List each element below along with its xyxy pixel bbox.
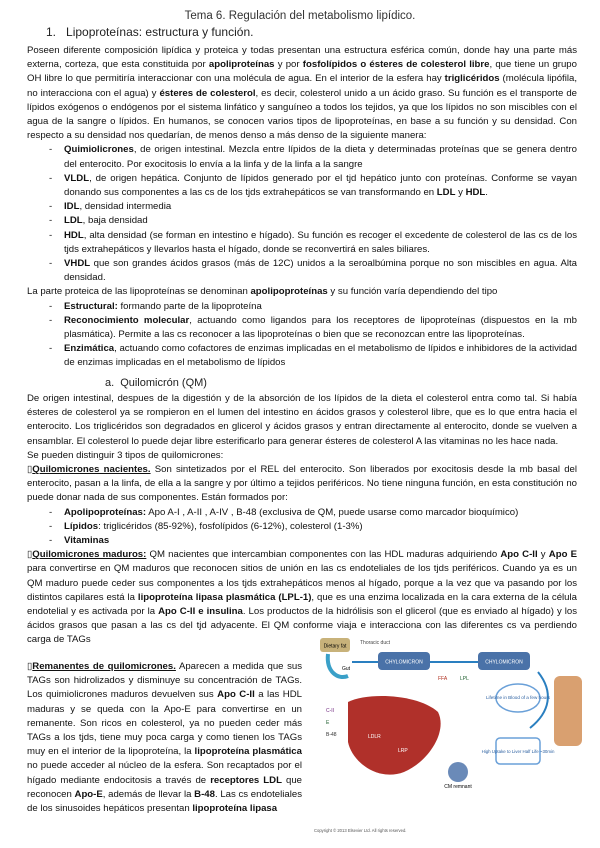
chylomicron-metabolism-figure — [308, 632, 590, 836]
list-item: - Estructural: formando parte de la lipoproteína — [27, 300, 577, 314]
intro-paragraph: Poseen diferente composición lipídica y proteica y todas presentan una estructura esférica común, donde hay una parte más externa, corteza, que esta constituida por apoliproteínas y por fosfolípidos o ésteres de colesterol libre, que tiene un grupo OH libre lo que permitiría interaccionar con una molécula de agua. En el interior de la esfera hay triglicéridos (molécula lipófila, no interacciona con el agua) y ésteres de colesterol, es decir, colesterol unido a un ácido graso. Su función es el transporte de lípidos exógenos o endógenos por el sistema linfático y sanguíneo a todos los tejidos, ya que los lípidos no son miscibles con el agua de la sangre o lípidos. En humanos, se conocen varios tipos de lipoproteínas, en base a su función y su densidad. Con respecto a su densidad nos quedarían, de menos denso a más denso de la siguiente manera: — [27, 45, 577, 142]
apo-c2-label: C-II — [326, 708, 335, 714]
svg-text:Lifetime in Blood of a few hou: Lifetime in Blood of a few hours — [485, 695, 551, 700]
nascent-paragraph: ▯Quilomicrones nacientes. Son sintetizados por el REL del enterocito. Son liberados por exocitosis desde la mb basal del enterocito, pasan a la linfa, de ella a la sangre y por último a tejidos periféricos. No tiene ninguna función, en esta constitución no puede donar nada de sus componentes. Están formados por: — [27, 464, 577, 504]
nascent-components-list — [27, 506, 577, 549]
list-item: - HDL, alta densidad (se forman en intestino e hígado). Su función es recoger el excedente de colesterol de las cs de los tjds extrahepáticos y llevarlos hasta el hígado, donde se reconvertirá en sales biliares. — [27, 229, 577, 257]
section-title: Lipoproteínas: estructura y función. — [66, 25, 254, 39]
function-list — [27, 300, 577, 371]
list-item: - VLDL, de origen hepática. Conjunto de lípidos generado por el tjd hepático junto con proteínas. Conforme se vayan donando sus componentes a las cs de los tjds extrahepáticos se van transformando en LDL y HDL. — [27, 172, 577, 200]
apo-e-label: E — [326, 720, 330, 726]
figure-caption: Copyright © 2013 Elsevier Ltd. All rights reserved. — [314, 828, 407, 833]
list-item: - Enzimática, actuando como cofactores de enzimas implicadas en el metabolismo de lípidos e inhibidores de la actividad de enzimas implicadas en el metabolismo de lípidos — [27, 342, 577, 370]
density-list — [27, 143, 577, 285]
qm-text-block — [27, 392, 577, 648]
list-item: - LDL, baja densidad — [27, 214, 577, 228]
ldlr-label: LDLR — [368, 734, 381, 740]
svg-text:CHYLOMICRON: CHYLOMICRON — [485, 659, 523, 666]
mature-paragraph: ▯Quilomicrones maduros: QM nacientes que intercambian componentes con las HDL maduras adquiriendo Apo C-II y Apo E para convertirse en QM maduros que reconocen sitios de unión en las cs endoteliales de los tjds periféricos. Cuando ya es un QM maduro puede ceder sus componentes a los tjds extrahepáticos menos al hígado, porque a la vez que va pasando por los distintos capilares está la lipoproteína lipasa plasmática (LPL-1), que es una enzima localizada en la cara externa de la célula endotelial y es activada por la Apo C-II e insulina. Los productos de la hidrólisis son el glicerol (que es enviado al hígado) y los ácidos grasos que pasan a las cs del tjd adyacente. El QM conforme viaja e interacciona con las diferentes cs va perdiendo carga de TAGs — [27, 549, 578, 646]
ffa-label: FFA — [438, 676, 448, 682]
list-item: - Lípidos: triglicéridos (85-92%), fosfolípidos (6-12%), colesterol (1-3%) — [27, 520, 577, 534]
list-item: - VHDL que son grandes ácidos grasos (más de 12C) unidos a la seroalbúmina porque no son miscibles en agua. Alta densidad. — [27, 257, 577, 285]
svg-text:CM remnant: CM remnant — [444, 784, 472, 790]
qm-types-intro: Se pueden distinguir 3 tipos de quilomicrones: — [27, 449, 224, 461]
protein-part-paragraph: La parte proteica de las lipoproteínas se denominan apolipoproteínas y su función varía dependiendo del tipo — [27, 286, 498, 298]
dietary-fat-label: Dietary fat — [323, 643, 347, 650]
list-item: - Vitaminas — [27, 534, 577, 548]
lrp-label: LRP — [398, 748, 408, 754]
upper-text-block — [27, 44, 577, 371]
subsection-heading: a. Quilomicrón (QM) — [105, 377, 207, 389]
list-item: - Reconocimiento molecular, actuando como ligandos para los receptores de lipoproteínas (dispuestos en la mb plasmática). Permite a las cs reconocer a las lipoproteínas o bien que se reconozcan entre las lipoproteínas. — [27, 314, 577, 342]
svg-text:High Uptake to Liver Half Life: High Uptake to Liver Half Life ~30min — [481, 749, 555, 754]
list-item: - IDL, densidad intermedia — [27, 200, 577, 214]
section-heading — [46, 25, 253, 39]
svg-text:CHYLOMICRON: CHYLOMICRON — [385, 659, 423, 666]
section-number: 1. — [46, 25, 57, 39]
gut-label: Gut — [342, 666, 351, 672]
list-item: - Quimiolicrones, de origen intestinal. Mezcla entre lípidos de la dieta y determinadas proteínas que se genera dentro del enterocito. Por exocitosis lo envía a la linfa y de la linfa a la sangre — [27, 143, 577, 171]
qm-intro-paragraph: De origen intestinal, despues de la digestión y de la absorción de los lípidos de la dieta el colesterol entra como tal. Si había ésteres de colesterol ya se rompieron en el lumen del intestino en ácidos grasos y colesterol libre, que es lo que entra hacia el enterocito. Los triglicéridos son degradados en glicerol y ácidos grasos y entran directamente al enterocito, donde se vuelven a ensamblar. El colesterol lo puede dejar libre esterificarlo para generar ésteres de colesterol A las vitaminas no les hace nada. — [27, 393, 577, 447]
page-title: Tema 6. Regulación del metabolismo lipídico. — [184, 10, 416, 22]
cm-remnant — [448, 762, 468, 782]
lpl-label: LPL — [460, 676, 469, 682]
muscle-tissue-icon — [554, 676, 582, 746]
apo-b48-label: B-48 — [326, 732, 337, 738]
remnants-text-block — [27, 660, 302, 816]
list-item: - Apolipoproteínas: Apo A-I , A-II , A-IV , B-48 (exclusiva de QM, puede usarse como marcador bioquímico) — [27, 506, 577, 520]
remnants-paragraph: ▯Remanentes de quilomicrones. Aparecen a medida que sus TAGs son hidrolizados y disminuye su concentración de TAGs. Los quimiolicrones maduros devuelven sus Apo C-II a las HDL maduras y se queda con la Apo-E para convertirse en un remanente. Son ricos en colesterol, ya no pueden ceder más TAGs a los tjds, tiene muy poca carga y como tienen los TAGs muy en el interior de la lipoproteína, la lipoproteína plasmática no puede acceder al núcleo de la esfera. Son recaptados por el hígado mediante endocitosis a través de receptores LDL que reconocen Apo-E, además de llevar la B-48. Las cs endoteliales de los sinusoides hepáticos presentan lipoproteína lipasa — [27, 661, 303, 815]
lymph-label: Thoracic duct — [360, 640, 391, 646]
